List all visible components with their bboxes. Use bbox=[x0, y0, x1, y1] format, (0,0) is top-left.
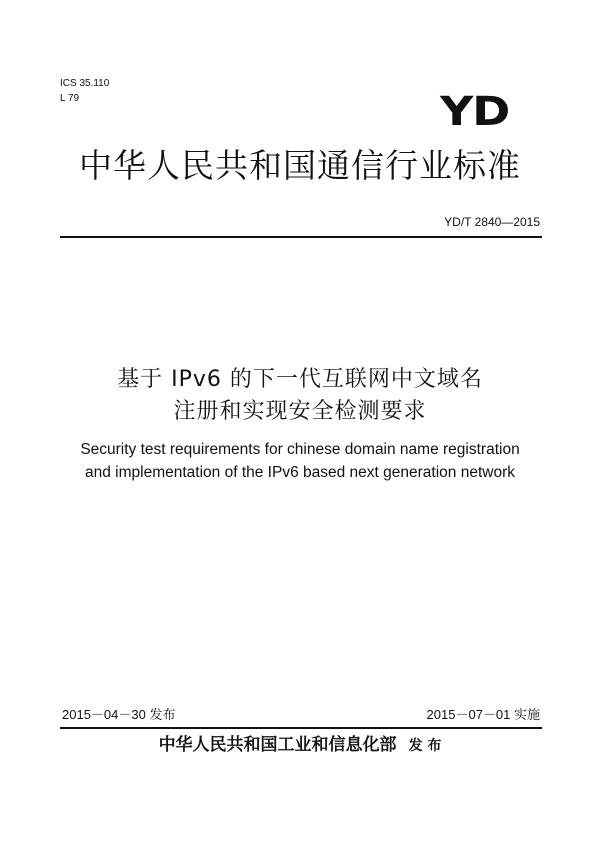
bottom-divider bbox=[60, 727, 542, 729]
publisher-name: 中华人民共和国工业和信息化部 bbox=[158, 735, 397, 755]
standard-number: YD/T 2840—2015 bbox=[444, 215, 540, 229]
ics-code: ICS 35.110 bbox=[60, 78, 110, 89]
publish-date: 2015－04－30 发布 bbox=[62, 707, 176, 722]
title-en-line-1: Security test requirements for chinese domain name registration bbox=[80, 441, 520, 458]
ccs-code: L 79 bbox=[60, 93, 80, 104]
publisher-verb: 发 布 bbox=[408, 738, 442, 754]
classification-codes bbox=[60, 76, 109, 106]
title-en-line-2: and implementation of the IPv6 based next generation network bbox=[85, 464, 515, 481]
title-cn-line-2: 注册和实现安全检测要求 bbox=[173, 399, 427, 424]
top-divider bbox=[60, 236, 542, 238]
publisher-line bbox=[0, 734, 600, 757]
title-cn-line-1: 基于 IPv6 的下一代互联网中文域名 bbox=[117, 367, 483, 392]
implementation-date: 2015－07－01 实施 bbox=[426, 707, 540, 722]
document-title-english bbox=[0, 438, 600, 484]
standard-title: 中华人民共和国通信行业标准 bbox=[79, 146, 521, 185]
yd-logo: YD bbox=[440, 89, 510, 135]
document-title-chinese bbox=[0, 364, 600, 428]
